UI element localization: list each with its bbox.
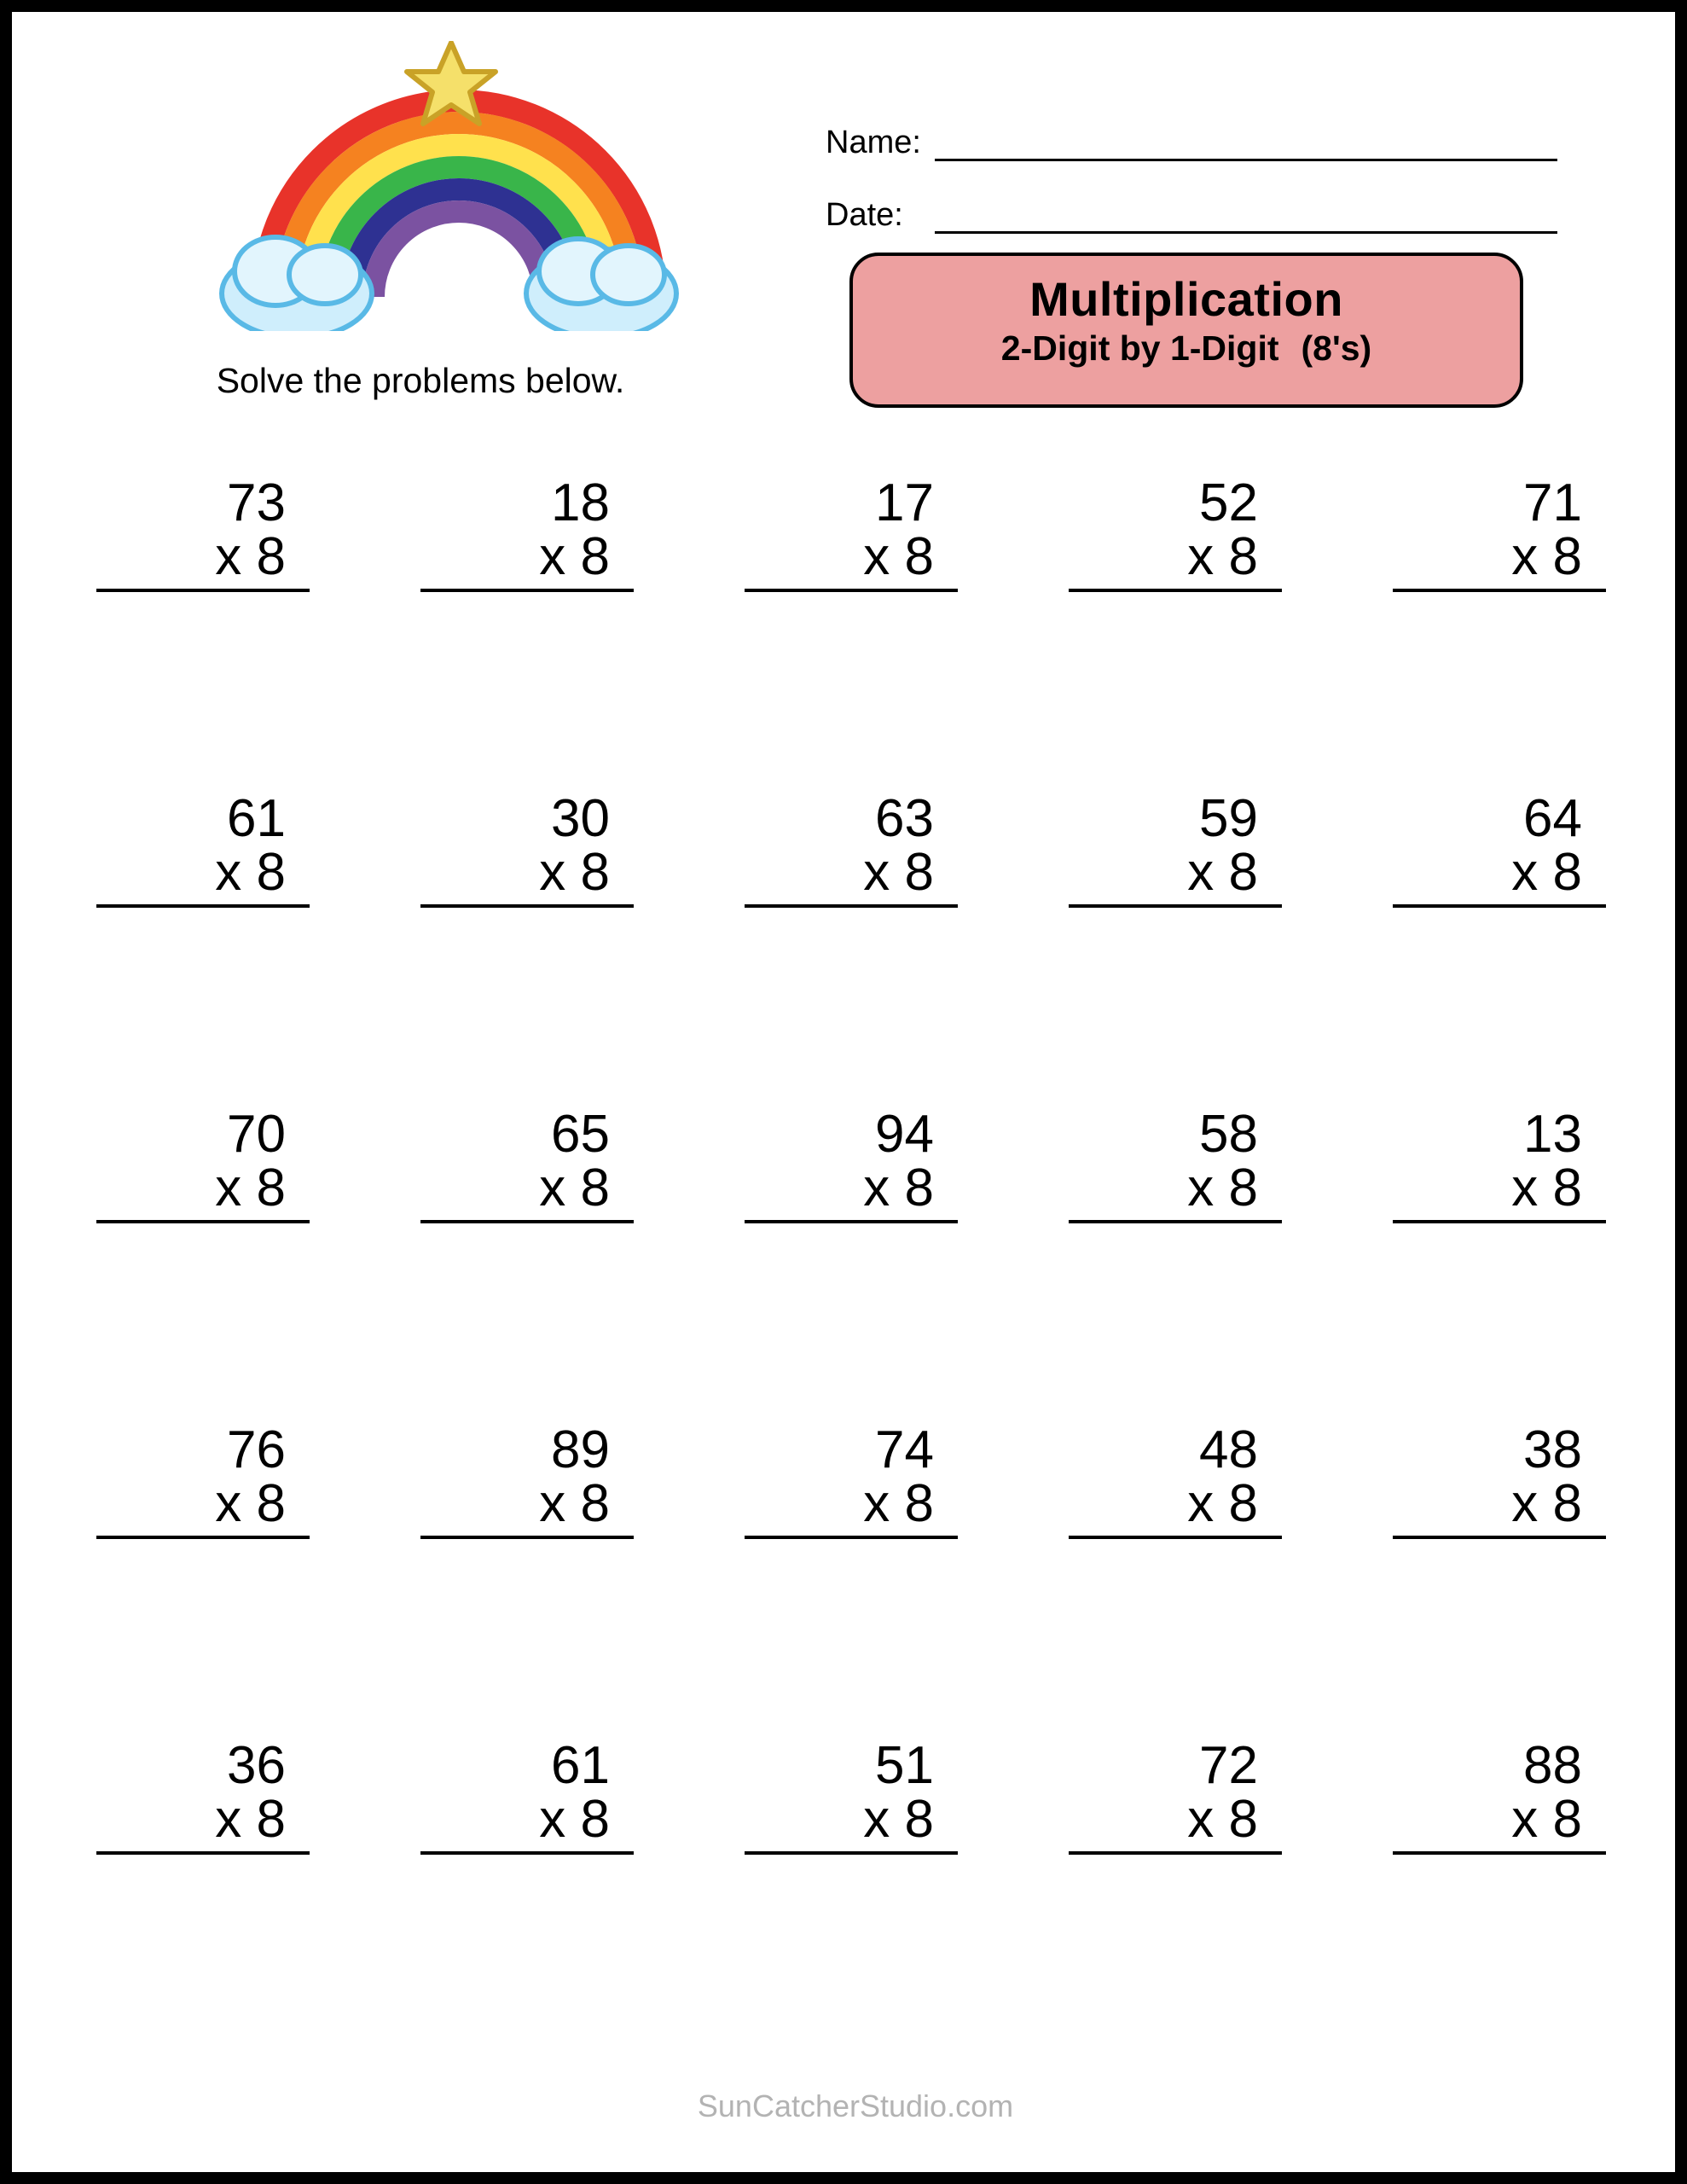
multiplicand: 74 bbox=[875, 1420, 934, 1479]
multiplicand: 18 bbox=[551, 473, 610, 532]
problem-item bbox=[745, 473, 958, 592]
problem-item bbox=[1393, 473, 1606, 592]
multiplicand: 48 bbox=[1199, 1420, 1258, 1479]
title-sub-suffix: (8's) bbox=[1301, 328, 1372, 368]
problem-item bbox=[420, 1420, 634, 1539]
multiplicand: 52 bbox=[1199, 473, 1258, 532]
problem-item bbox=[1069, 789, 1282, 908]
problem-item bbox=[1393, 1736, 1606, 1855]
problem-item bbox=[96, 789, 310, 908]
multiplier: x 8 bbox=[745, 530, 958, 592]
problem-row bbox=[24, 789, 1687, 1107]
multiplicand: 71 bbox=[1523, 473, 1582, 532]
problem-item bbox=[1069, 473, 1282, 592]
multiplier: x 8 bbox=[1069, 845, 1282, 908]
problem-row bbox=[24, 473, 1687, 792]
problem-item bbox=[1069, 1420, 1282, 1539]
problem-item bbox=[96, 473, 310, 592]
rainbow-illustration-block bbox=[113, 41, 676, 399]
multiplier: x 8 bbox=[1069, 1792, 1282, 1855]
multiplier: x 8 bbox=[420, 1792, 634, 1855]
multiplier: x 8 bbox=[1393, 1792, 1606, 1855]
multiplicand: 73 bbox=[227, 473, 286, 532]
multiplicand: 38 bbox=[1523, 1420, 1582, 1479]
problem-item bbox=[420, 789, 634, 908]
multiplier: x 8 bbox=[745, 1792, 958, 1855]
multiplier: x 8 bbox=[1393, 1477, 1606, 1539]
multiplier: x 8 bbox=[1069, 530, 1282, 592]
problem-item bbox=[745, 789, 958, 908]
multiplicand: 58 bbox=[1199, 1105, 1258, 1164]
multiplicand: 88 bbox=[1523, 1736, 1582, 1795]
date-input-line[interactable] bbox=[935, 202, 1557, 234]
multiplicand: 59 bbox=[1199, 789, 1258, 848]
multiplicand: 17 bbox=[875, 473, 934, 532]
date-label: Date: bbox=[826, 197, 903, 233]
rainbow-icon bbox=[216, 41, 702, 331]
problem-item bbox=[96, 1107, 310, 1223]
multiplier: x 8 bbox=[96, 845, 310, 908]
problem-item bbox=[1393, 1107, 1606, 1223]
multiplier: x 8 bbox=[420, 845, 634, 908]
worksheet-content bbox=[24, 24, 1687, 2184]
multiplicand: 70 bbox=[227, 1105, 286, 1164]
multiplier: x 8 bbox=[1069, 1161, 1282, 1223]
multiplicand: 30 bbox=[551, 789, 610, 848]
problem-item bbox=[1069, 1107, 1282, 1223]
title-sub-text: 2-Digit by 1-Digit bbox=[1000, 328, 1279, 368]
problem-item bbox=[420, 1736, 634, 1855]
name-input-line[interactable] bbox=[935, 130, 1557, 161]
multiplier: x 8 bbox=[96, 1477, 310, 1539]
multiplier: x 8 bbox=[420, 1477, 634, 1539]
multiplier: x 8 bbox=[1393, 1161, 1606, 1223]
title-main: Multiplication bbox=[1029, 272, 1343, 326]
problem-item bbox=[745, 1420, 958, 1539]
problem-item bbox=[1069, 1736, 1282, 1855]
multiplicand: 65 bbox=[551, 1105, 610, 1164]
multiplicand: 61 bbox=[227, 789, 286, 848]
multiplier: x 8 bbox=[745, 1161, 958, 1223]
multiplier: x 8 bbox=[96, 1161, 310, 1223]
problem-item bbox=[745, 1107, 958, 1223]
multiplier: x 8 bbox=[420, 1161, 634, 1223]
multiplicand: 94 bbox=[875, 1105, 934, 1164]
problem-item bbox=[745, 1736, 958, 1855]
problem-item bbox=[1393, 1420, 1606, 1539]
multiplicand: 72 bbox=[1199, 1736, 1258, 1795]
multiplier: x 8 bbox=[1393, 530, 1606, 592]
multiplicand: 61 bbox=[551, 1736, 610, 1795]
multiplicand: 51 bbox=[875, 1736, 934, 1795]
multiplicand: 89 bbox=[551, 1420, 610, 1479]
multiplier: x 8 bbox=[420, 530, 634, 592]
multiplicand: 36 bbox=[227, 1736, 286, 1795]
problem-item bbox=[1393, 789, 1606, 908]
problem-grid bbox=[24, 473, 1687, 2054]
multiplicand: 76 bbox=[227, 1420, 286, 1479]
problem-item bbox=[96, 1736, 310, 1855]
date-field-row bbox=[826, 197, 1557, 234]
problem-row bbox=[24, 1107, 1687, 1423]
multiplicand: 63 bbox=[875, 789, 934, 848]
instruction-text: Solve the problems below. bbox=[216, 361, 625, 400]
multiplicand: 64 bbox=[1523, 789, 1582, 848]
problem-item bbox=[96, 1420, 310, 1539]
footer-credit: SunCatcherStudio.com bbox=[697, 2088, 1014, 2123]
multiplier: x 8 bbox=[96, 530, 310, 592]
problem-row bbox=[24, 1736, 1687, 2054]
multiplier: x 8 bbox=[96, 1792, 310, 1855]
multiplicand: 13 bbox=[1523, 1105, 1582, 1164]
multiplier: x 8 bbox=[745, 1477, 958, 1539]
problem-item bbox=[420, 1107, 634, 1223]
name-label: Name: bbox=[826, 125, 921, 160]
title-sub bbox=[853, 328, 1520, 369]
problem-item bbox=[420, 473, 634, 592]
problem-row bbox=[24, 1420, 1687, 1739]
multiplier: x 8 bbox=[745, 845, 958, 908]
worksheet-header bbox=[24, 24, 1687, 425]
multiplier: x 8 bbox=[1069, 1477, 1282, 1539]
name-field-row bbox=[826, 125, 1557, 161]
title-banner bbox=[849, 253, 1523, 408]
multiplier: x 8 bbox=[1393, 845, 1606, 908]
